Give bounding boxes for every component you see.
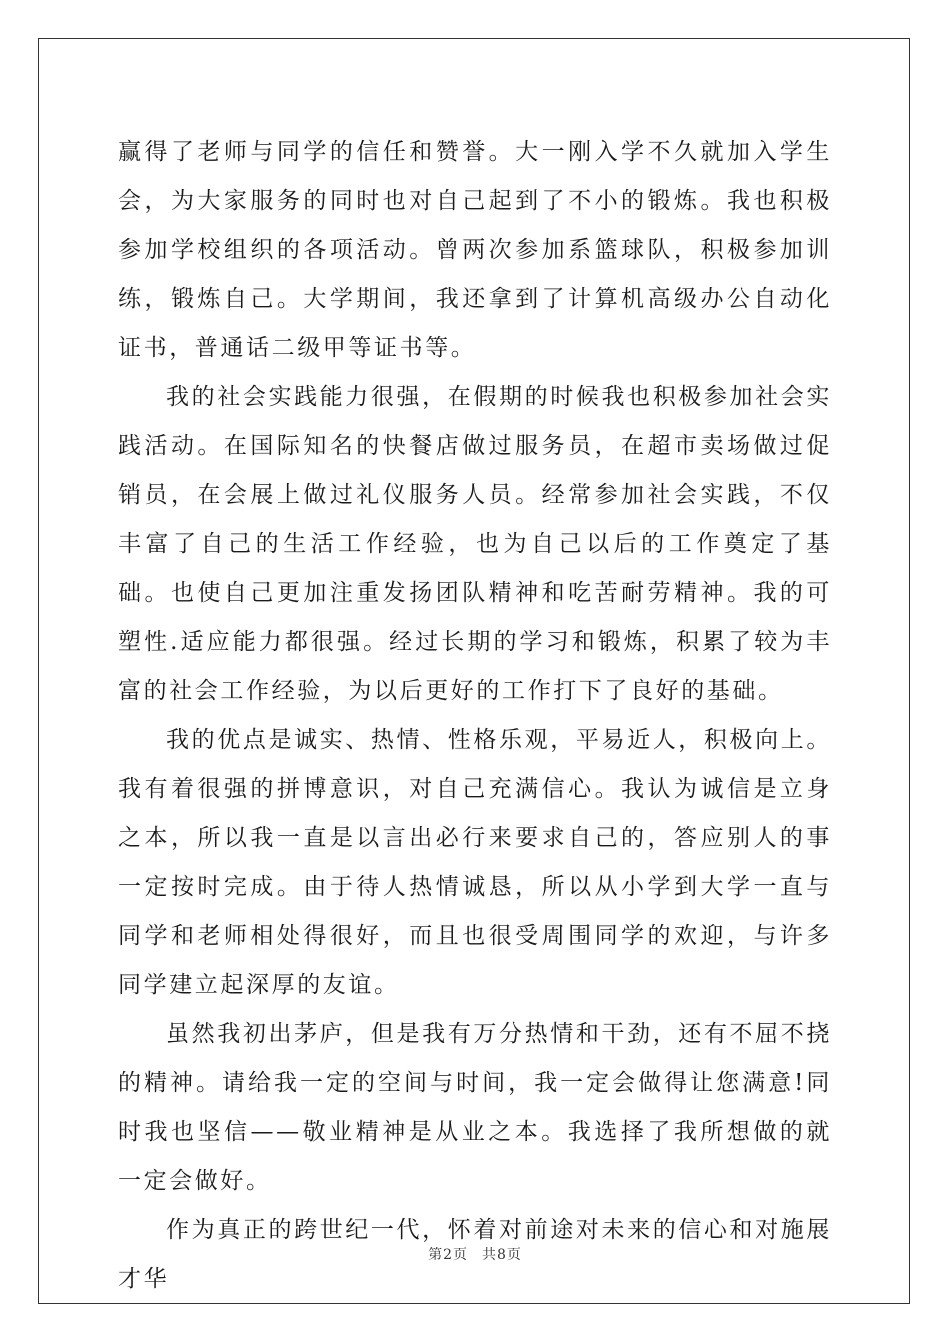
page-footer (0, 1244, 950, 1264)
paragraph-4: 虽然我初出茅庐，但是我有万分热情和干劲，还有不屈不挠的精神。请给我一定的空间与时间，我一定会做得让您满意!同时我也坚信——敬业精神是从业之本。我选择了我所想做的就一定会做好。 (118, 1021, 832, 1194)
page-number: 第2页 (428, 1247, 468, 1263)
paragraph-3: 我的优点是诚实、热情、性格乐观，平易近人，积极向上。我有着很强的拼博意识，对自己充满信心。我认为诚信是立身之本，所以我一直是以言出必行来要求自己的，答应别人的事一定按时完成。由于待人热情诚恳，所以从小学到大学一直与同学和老师相处得很好，而且也很受周围同学的欢迎，与许多同学建立起深厚的友谊。 (118, 727, 832, 998)
paragraph-1: 赢得了老师与同学的信任和赞誉。大一刚入学不久就加入学生会，为大家服务的同时也对自己起到了不小的锻炼。我也积极参加学校组织的各项活动。曾两次参加系篮球队，积极参加训练，锻炼自己。大学期间，我还拿到了计算机高级办公自动化证书，普通话二级甲等证书等。 (118, 139, 832, 361)
page-total: 共8页 (482, 1247, 522, 1263)
paragraph-2: 我的社会实践能力很强，在假期的时候我也积极参加社会实践活动。在国际知名的快餐店做过服务员，在超市卖场做过促销员，在会展上做过礼仪服务人员。经常参加社会实践，不仅丰富了自己的生活工作经验，也为自己以后的工作奠定了基础。也使自己更加注重发扬团队精神和吃苦耐劳精神。我的可塑性.适应能力都很强。经过长期的学习和锻炼，积累了较为丰富的社会工作经验，为以后更好的工作打下了良好的基础。 (118, 384, 832, 704)
document-body (118, 128, 832, 1304)
paragraph-5: 作为真正的跨世纪一代，怀着对前途对未来的信心和对施展才华 (118, 1217, 832, 1292)
